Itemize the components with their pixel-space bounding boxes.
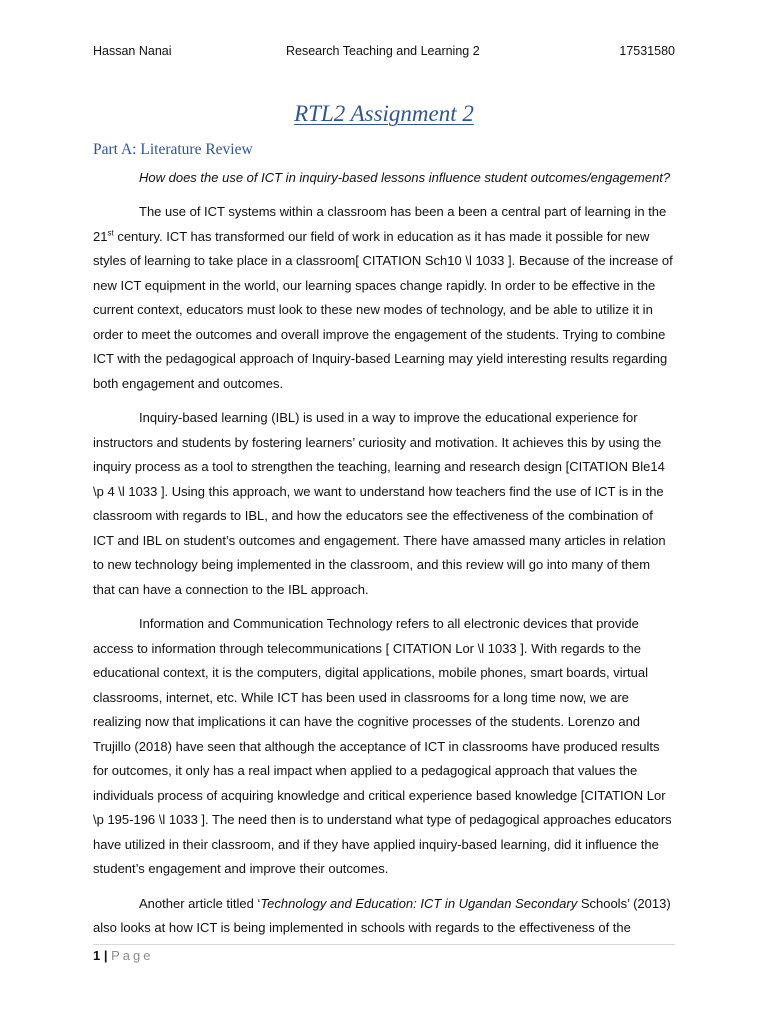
paragraph-3: Information and Communication Technology refers to all electronic devices that provide access to information through telecommunications [ CITATION Lor \l 1033 ]. With regards to the educational context, it is the computers, digital applications, mobile phones, smart boards, virtual classrooms, internet, etc. While ICT has been used in classrooms for a long time now, we are realizing now that implications it can have the cognitive processes of the students. Lorenzo and Trujillo (2018) have seen that although the acceptance of ICT in classrooms have produced results for outcomes, it only has a real impact when applied to a pedagogical approach that values the individuals process of acquiring knowledge and critical experience based knowledge [CITATION Lor \p 195-196 \l 1033 ]. The need then is to understand what type of pedagogical approaches educators have utilized in their classroom, and if they have applied inquiry-based learning, did it influence the student’s engagement and improve their outcomes. xyxy=(93,616,672,876)
footer-divider xyxy=(93,944,675,945)
research-question: How does the use of ICT in inquiry-based lessons influence student outcomes/engagement? xyxy=(139,170,671,185)
ordinal-superscript: st xyxy=(107,228,114,238)
paragraph-1-start: The use of ICT systems within a classroom has been a been a central part of learning in the 21 xyxy=(93,204,667,244)
section-heading: Part A: Literature Review xyxy=(93,141,253,158)
footer-separator: | xyxy=(103,948,108,963)
page-label: Page xyxy=(111,948,154,963)
paragraph-1 xyxy=(93,200,675,396)
document-body xyxy=(93,200,675,951)
header-author: Hassan Nanai xyxy=(93,44,172,58)
header-student-id: 17531580 xyxy=(619,44,675,58)
paragraph-4-rest: Schools’ (2013) also looks at how ICT is being implemented in schools with regards to the effectiveness of the xyxy=(93,895,671,935)
page-header xyxy=(93,44,675,62)
page-footer xyxy=(93,947,154,965)
header-course: Research Teaching and Learning 2 xyxy=(286,44,480,58)
document-title: RTL2 Assignment 2 xyxy=(294,101,474,126)
paragraph-4 xyxy=(93,892,675,941)
page-number: 1 xyxy=(93,948,101,963)
article-title: Technology and Education: ICT in Ugandan Secondary xyxy=(260,895,578,911)
paragraph-4-start: Another article titled ‘ xyxy=(139,895,261,911)
paragraph-2: Inquiry-based learning (IBL) is used in a way to improve the educational experience for instructors and students by fostering learners’ curiosity and motivation. It achieves this by using the inquiry process as a tool to strengthen the teaching, learning and research design [CITATION Ble14 \p 4 \l 1033 ]. Using this approach, we want to understand how teachers find the use of ICT is in the classroom with regards to IBL, and how the educators see the effectiveness of the combination of ICT and IBL on student’s outcomes and engagement. There have amassed many articles in relation to new technology being implemented in the classroom, and this review will go into many of them that can have a connection to the IBL approach. xyxy=(93,410,666,597)
paragraph-1-rest: century. ICT has transformed our field of work in education as it has made it possible for new styles of learning to take place in a classroom[ CITATION Sch10 \l 1033 ]. Because of the increase of new ICT equipment in the world, our learning spaces change rapidly. In order to be effective in the current context, educators must look to these new modes of technology, and be able to utilize it in order to meet the outcomes and overall improve the engagement of the students. Trying to combine ICT with the pedagogical approach of Inquiry-based Learning may yield interesting results regarding both engagement and outcomes. xyxy=(93,228,673,391)
